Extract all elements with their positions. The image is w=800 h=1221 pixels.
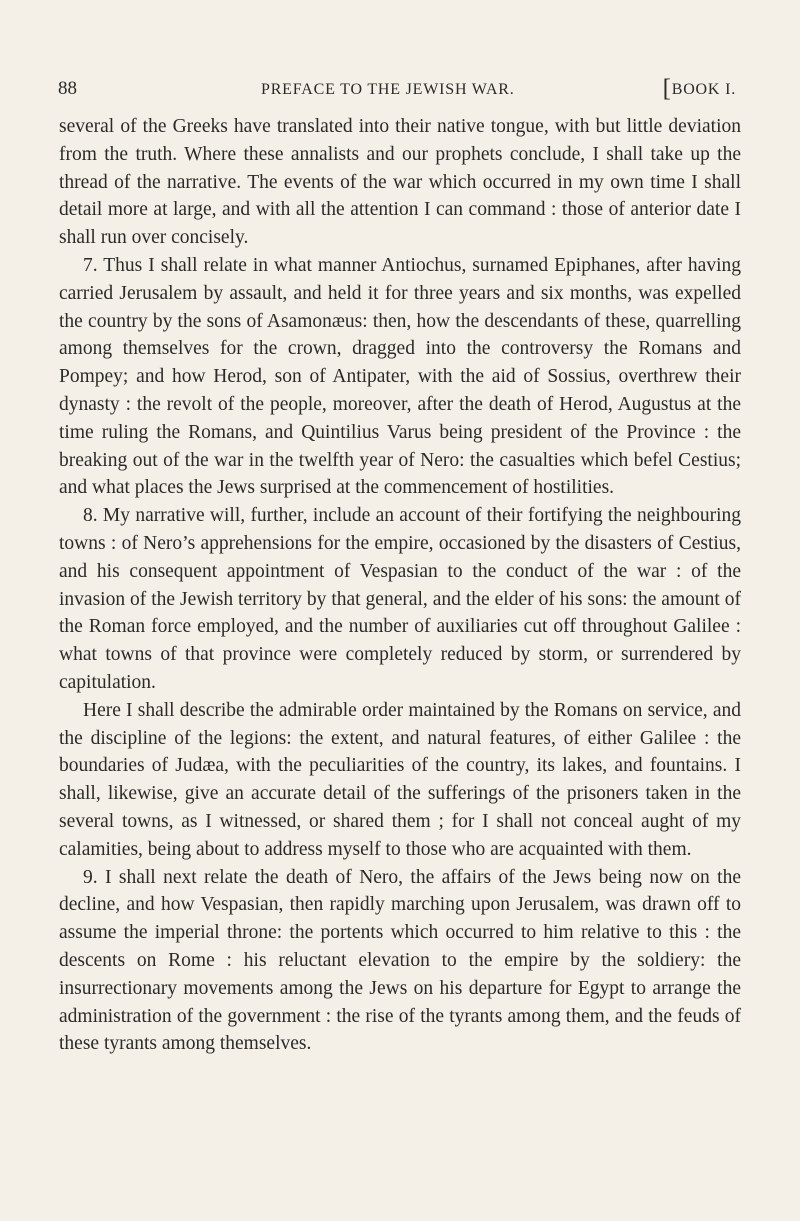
running-title: PREFACE TO THE JEWISH WAR. bbox=[261, 81, 515, 98]
paragraph-3: 8. My narrative will, further, include an account of their fortifying the neighbouring towns : of Nero’s apprehensions for the empire, occasioned by the disasters of Cestius, and his consequent appointment of Vespasian to the conduct of the war : of the invasion of the Jewish territory by that general, and the elder of his sons: the amount of the Roman force employed, and the number of auxiliaries cut off throughout Galilee : what towns of that province were completely reduced by storm, or surrendered by capitulation. bbox=[59, 505, 741, 693]
page-header bbox=[58, 75, 738, 108]
paragraph-5: 9. I shall next relate the death of Nero, the affairs of the Jews being now on the decline, and how Vespasian, then rapidly marching upon Jerusalem, was drawn off to assume the imperial throne: the portents which occurred to him relative to this : the descents on Rome : his reluctant elevation to the empire by the soldiery: the insurrectionary movements among the Jews on his departure for Egypt to arrange the administration of the government : the rise of the tyrants among them, and the feuds of these tyrants among themselves. bbox=[59, 866, 741, 1055]
left-bracket: [ bbox=[662, 75, 672, 102]
paragraph-4: Here I shall describe the admirable order maintained by the Romans on service, and the discipline of the legions: the extent, and natural features, of either Galilee : the boundaries of Judæa, with the peculiarities of the country, its lakes, and fountains. I shall, likewise, give an accurate detail of the sufferings of the prisoners taken in the several towns, as I witnessed, or shared them ; for I shall not conceal aught of my calamities, being about to address myself to those who are acquainted with them. bbox=[59, 699, 741, 860]
body-text bbox=[59, 113, 741, 1058]
paragraph-1: several of the Greeks have translated into their native tongue, with but little deviation from the truth. Where these annalists and our prophets conclude, I shall take up the thread of the narrative. The events of the war which occurred in my own time I shall detail more at large, and with all the attention I can command : those of anterior date I shall run over concisely. bbox=[59, 116, 741, 249]
book-label-wrapper bbox=[663, 76, 736, 101]
paragraph-2: 7. Thus I shall relate in what manner Antiochus, surnamed Epiphanes, after having carried Jerusalem by assault, and held it for three years and six months, was expelled the country by the sons of Asamonæus: then, how the descendants of these, quarrelling among themselves for the crown, dragged into the controversy the Romans and Pompey; and how Herod, son of Antipater, with the aid of Sossius, overthrew their dynasty : the revolt of the people, moreover, after the death of Herod, Augustus at the time ruling the Romans, and Quintilius Varus being president of the Province : the breaking out of the war in the twelfth year of Nero: the casualties which befel Cestius; and what places the Jews surprised at the commencement of hostilities. bbox=[59, 254, 741, 499]
book-label: BOOK I. bbox=[671, 81, 736, 98]
page-number: 88 bbox=[58, 78, 77, 99]
